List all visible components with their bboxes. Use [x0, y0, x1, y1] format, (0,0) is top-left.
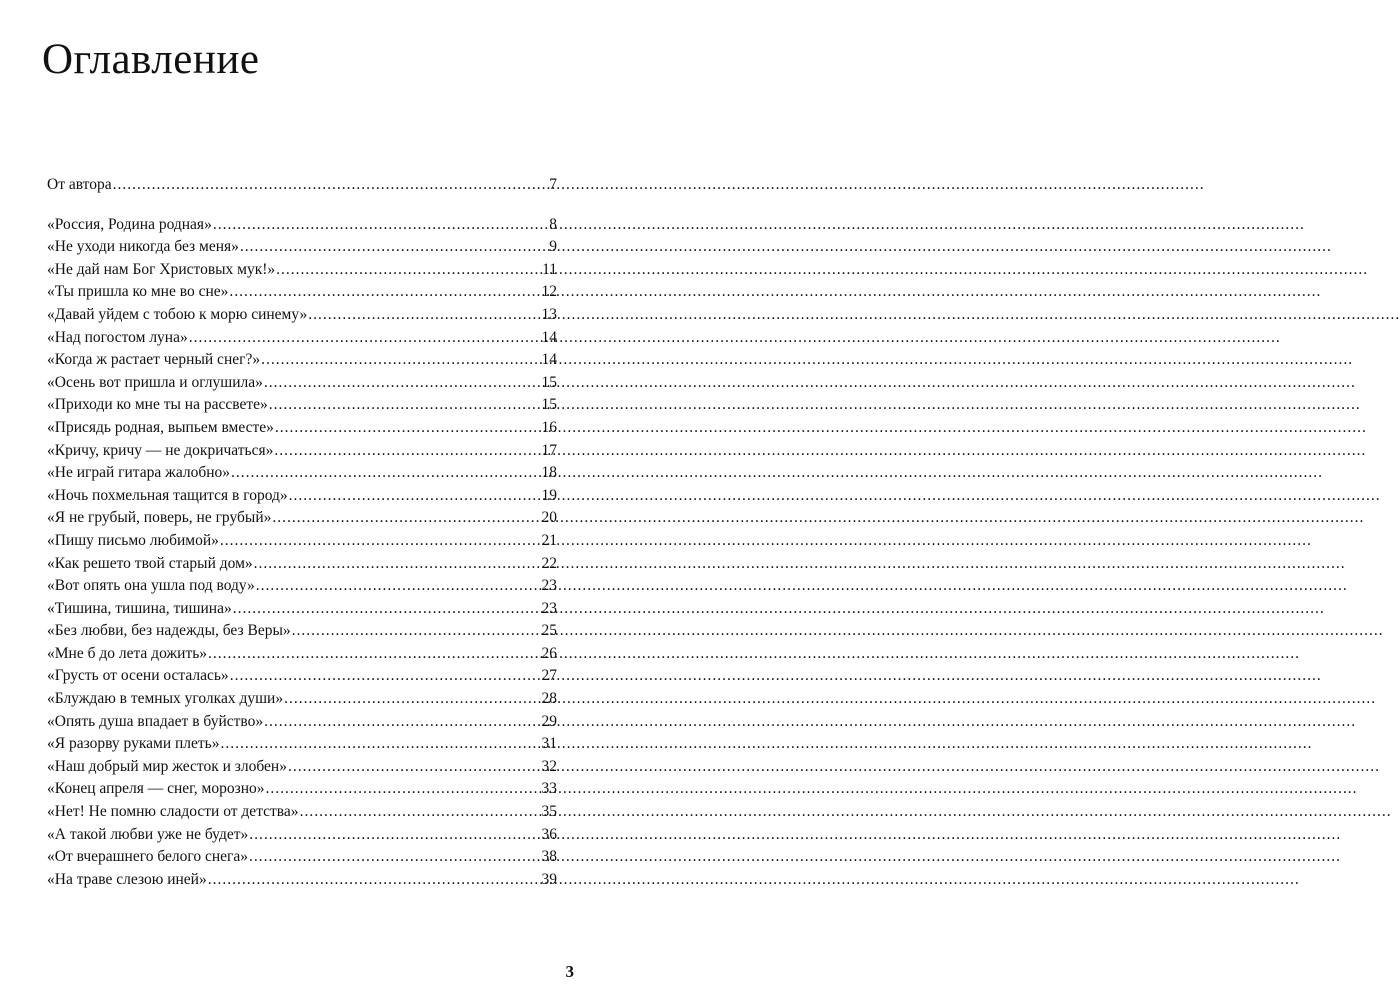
toc-entry-page: 26	[541, 644, 557, 662]
toc-entry	[47, 620, 557, 643]
toc-entry-page: 18	[541, 464, 557, 482]
toc-entry-title: «Грусть от осени осталась»	[47, 667, 229, 685]
toc-entry-page: 11	[542, 260, 557, 278]
toc-entry-title: «Не уходи никогда без меня»	[47, 238, 239, 256]
toc-entry-page: 25	[541, 622, 557, 640]
toc-leader-dots	[274, 440, 540, 463]
toc-entry-page: 13	[541, 305, 557, 323]
toc-leader-dots	[289, 485, 541, 508]
toc-entry	[47, 349, 557, 372]
toc-leader-dots	[230, 665, 541, 688]
toc-entry-title: «Кричу, кричу — не докричаться»	[47, 441, 274, 459]
toc-entry-page: 27	[541, 667, 557, 685]
toc-entry	[47, 394, 557, 417]
toc-leader-dots	[240, 236, 544, 259]
toc-entry-title: «Пишу письмо любимой»	[47, 531, 219, 549]
toc-entry-title: «Опять душа впадает в буйство»	[47, 712, 264, 730]
toc-leader-dots	[261, 349, 540, 372]
toc-leader-dots	[189, 327, 541, 350]
toc-leader-dots	[300, 801, 541, 824]
toc-entry	[47, 372, 557, 395]
toc-entry-title: «Приходи ко мне ты на рассвете»	[47, 396, 268, 414]
toc-entry-page: 23	[541, 577, 557, 595]
toc-entry-page: 35	[541, 803, 557, 821]
toc-entry-title: «Блуждаю в темных уголках души»	[47, 690, 284, 708]
toc-entry-page: 8	[549, 215, 557, 233]
toc-entry	[47, 281, 557, 304]
toc-entry-title: «А такой любви уже не будет»	[47, 825, 249, 843]
toc-entry-page: 39	[541, 870, 557, 888]
toc-entry-title: «От вчерашнего белого снега»	[47, 848, 249, 866]
toc-entry	[47, 575, 557, 598]
toc-entry	[47, 846, 557, 869]
toc-leader-dots	[264, 711, 540, 734]
toc-leader-dots	[269, 394, 541, 417]
toc-entry-page: 9	[549, 238, 557, 256]
toc-entry-page: 19	[541, 486, 557, 504]
toc-entry-title: «Присядь родная, выпьем вместе»	[47, 418, 274, 436]
toc-entry	[47, 440, 557, 463]
toc-leader-dots	[308, 304, 540, 327]
toc-entry-title: «Вот опять она ушла под воду»	[47, 577, 255, 595]
toc-leader-dots	[249, 846, 540, 869]
toc-leader-dots	[208, 643, 540, 666]
toc-entry	[47, 485, 557, 508]
toc-entry-title: От автора	[47, 176, 112, 193]
toc-entry-page: 28	[541, 690, 557, 708]
toc-entry-page: 20	[541, 509, 557, 527]
toc-entry-title: «Без любви, без надежды, без Веры»	[47, 622, 291, 640]
toc-entry-page: 21	[541, 531, 557, 549]
toc-entry-title: «Мне б до лета дожить»	[47, 644, 208, 662]
toc-entry	[47, 417, 557, 440]
table-of-contents	[47, 174, 557, 891]
toc-entry-page: 14	[541, 328, 557, 346]
toc-entry	[47, 801, 557, 824]
toc-entry-title: «Когда ж растает черный снег?»	[47, 351, 261, 369]
toc-leader-dots	[208, 869, 541, 892]
toc-entry	[47, 236, 557, 259]
toc-entry	[47, 327, 557, 350]
toc-entry-page: 15	[541, 373, 557, 391]
toc-entry	[47, 304, 557, 327]
toc-entry	[47, 462, 557, 485]
toc-leader-dots	[220, 530, 541, 553]
toc-entry	[47, 598, 557, 621]
toc-entry-page: 36	[541, 825, 557, 843]
toc-entry	[47, 643, 557, 666]
toc-entry-title: «Я не грубый, поверь, не грубый»	[47, 509, 272, 527]
toc-entry-page: 32	[541, 757, 557, 775]
toc-entry-title: «На траве слезою иней»	[47, 870, 207, 888]
toc-entry	[47, 507, 557, 530]
toc-entry	[47, 733, 557, 756]
toc-entry-page: 17	[541, 441, 557, 459]
toc-entry-title: «Над погостом луна»	[47, 328, 188, 346]
toc-entry-page: 33	[541, 780, 557, 798]
toc-entry	[47, 214, 557, 237]
toc-leader-dots	[229, 281, 540, 304]
toc-leader-dots	[266, 778, 541, 801]
toc-entry-page: 7	[549, 176, 557, 193]
toc-entry-title: «Тишина, тишина, тишина»	[47, 599, 232, 617]
toc-entry	[47, 553, 557, 576]
toc-entry-page: 22	[541, 554, 557, 572]
toc-leader-dots	[221, 733, 541, 756]
toc-entry	[47, 778, 557, 801]
toc-entry	[47, 530, 557, 553]
page-title: Оглавление	[42, 36, 260, 83]
toc-entry-title: «Наш добрый мир жесток и злобен»	[47, 757, 287, 775]
toc-entry-title: «Ночь похмельная тащится в город»	[47, 486, 288, 504]
toc-entry-page: 23	[541, 599, 557, 617]
toc-entry-title: «Как решето твой старый дом»	[47, 554, 253, 572]
toc-entry	[47, 259, 557, 282]
toc-leader-dots	[113, 174, 544, 197]
toc-leader-dots	[249, 824, 540, 847]
toc-leader-dots	[213, 214, 544, 237]
toc-entry-title: «Россия, Родина родная»	[47, 215, 212, 233]
toc-entry-title: «Осень вот пришла и оглушила»	[47, 373, 263, 391]
toc-entry-page: 14	[541, 351, 557, 369]
toc-entry-title: «Не играй гитара жалобно»	[47, 464, 231, 482]
toc-leader-dots	[276, 259, 541, 282]
toc-leader-dots	[233, 598, 541, 621]
toc-leader-dots	[272, 507, 540, 530]
toc-entry-page: 16	[541, 418, 557, 436]
toc-entry-title: «Я разорву руками плеть»	[47, 735, 220, 753]
toc-entry	[47, 756, 557, 779]
toc-entry-title: «Конец апреля — снег, морозно»	[47, 780, 265, 798]
toc-leader-dots	[256, 575, 541, 598]
toc-entry	[47, 688, 557, 711]
toc-entry-title: «Давай уйдем с тобою к морю синему»	[47, 305, 308, 323]
toc-leader-dots	[284, 688, 540, 711]
toc-entry-title: «Не дай нам Бог Христовых мук!»	[47, 260, 276, 278]
toc-entry	[47, 869, 557, 892]
toc-entry-title: «Нет! Не помню сладости от детства»	[47, 803, 299, 821]
toc-leader-dots	[292, 620, 541, 643]
toc-leader-dots	[275, 417, 541, 440]
toc-entry-page: 31	[541, 735, 557, 753]
toc-leader-dots	[254, 553, 541, 576]
toc-leader-dots	[264, 372, 541, 395]
toc-entry-page: 15	[541, 396, 557, 414]
toc-entry-page: 12	[541, 283, 557, 301]
toc-entry-page: 38	[541, 848, 557, 866]
toc-entry	[47, 665, 557, 688]
toc-entry-author	[47, 174, 557, 197]
toc-entry-page: 29	[541, 712, 557, 730]
toc-leader-dots	[231, 462, 540, 485]
toc-entry	[47, 824, 557, 847]
toc-entry	[47, 711, 557, 734]
toc-leader-dots	[288, 756, 541, 779]
toc-entry-title: «Ты пришла ко мне во сне»	[47, 283, 229, 301]
page-number: 3	[565, 962, 574, 981]
